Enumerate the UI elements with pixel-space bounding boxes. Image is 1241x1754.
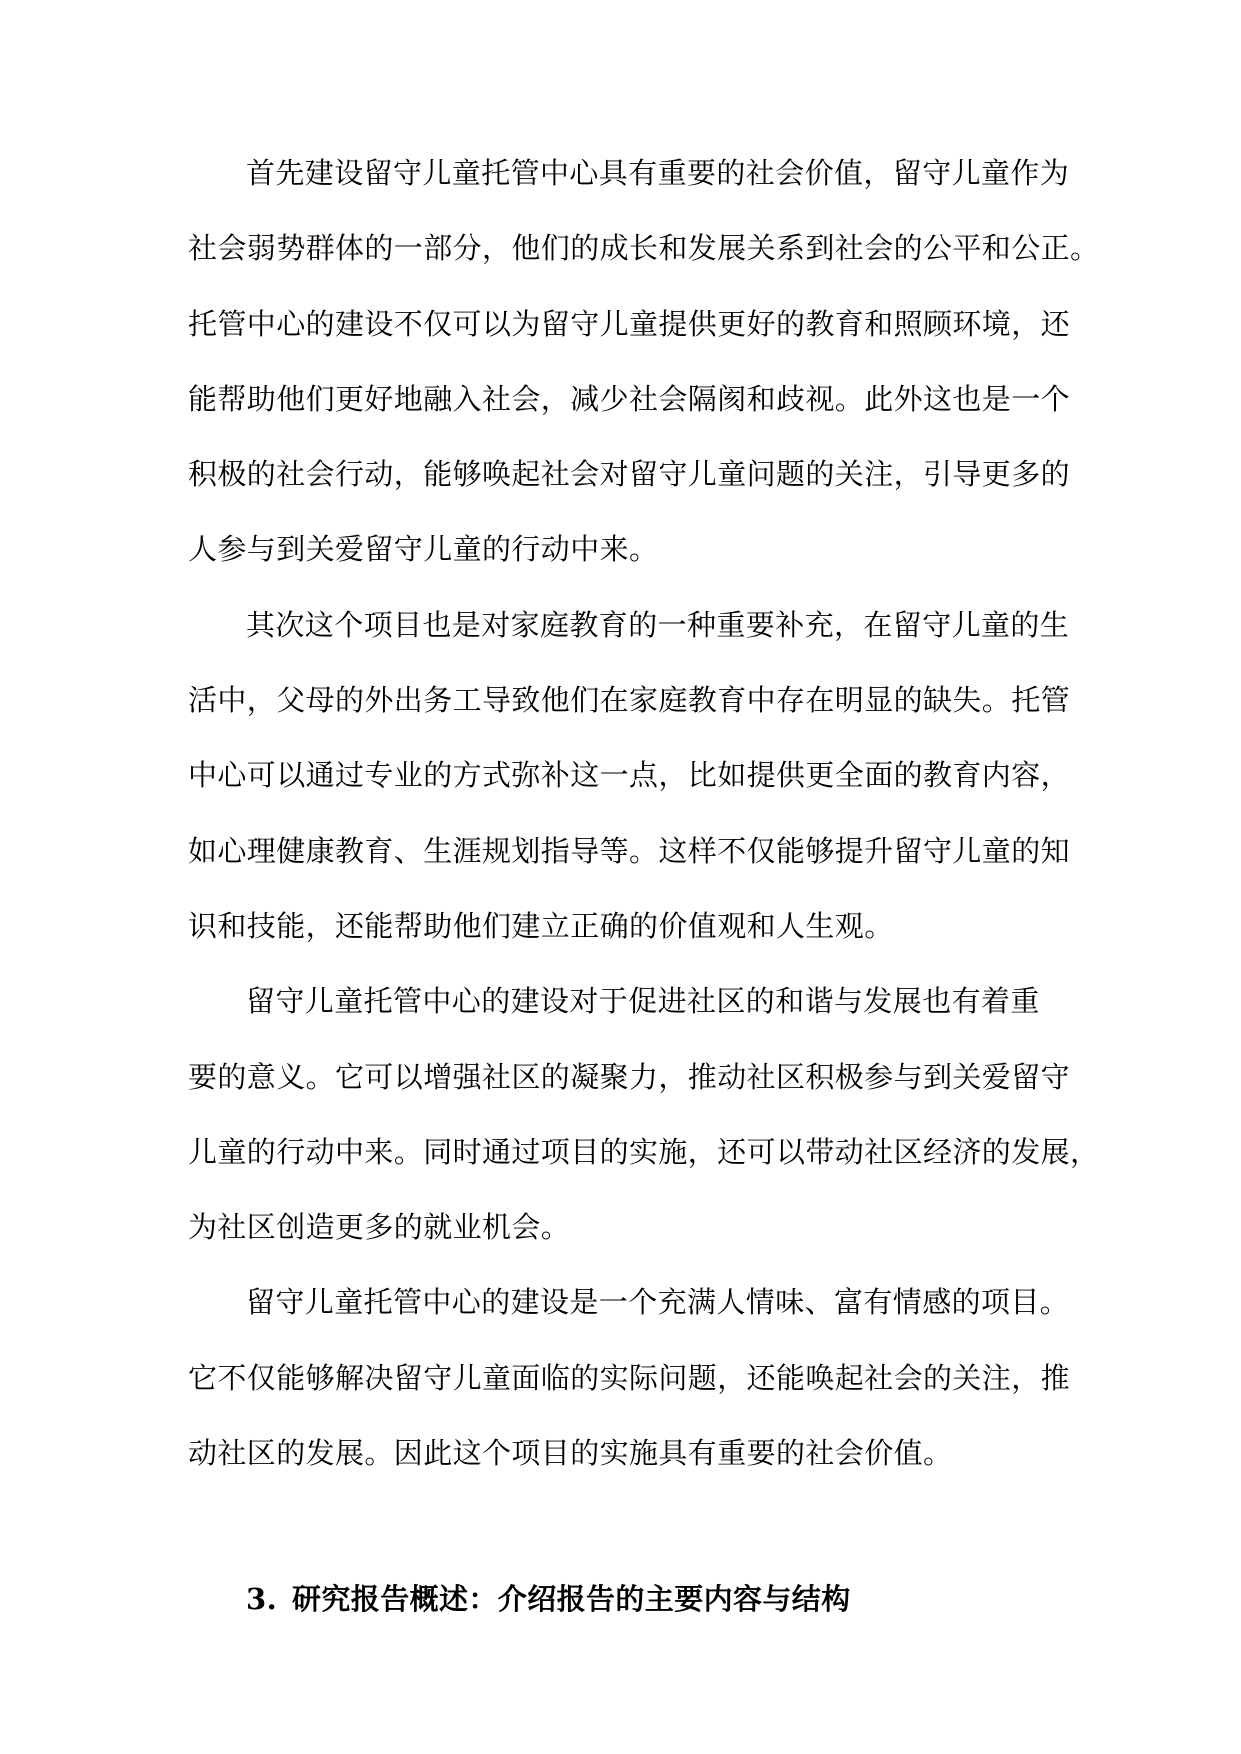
text-line: 动社区的发展。因此这个项目的实施具有重要的社会价值。	[188, 1436, 953, 1471]
text-line: 社会弱势群体的一部分，他们的成长和发展关系到社会的公平和公正。	[188, 231, 1100, 266]
paragraph-4	[188, 1265, 1148, 1491]
body-text	[188, 136, 1148, 1491]
text-line: 托管中心的建设不仅可以为留守儿童提供更好的教育和照顾环境，还	[188, 306, 1071, 341]
text-line: 儿童的行动中来。同时通过项目的实施，还可以带动社区经济的发展，	[188, 1134, 1100, 1169]
text-line: 首先建设留守儿童托管中心具有重要的社会价值，留守儿童作为	[246, 156, 1070, 190]
text-line: 它不仅能够解决留守儿童面临的实际问题，还能唤起社会的关注，推	[188, 1360, 1071, 1395]
text-line: 留守儿童托管中心的建设是一个充满人情味、富有情感的项目。	[246, 1285, 1070, 1320]
text-line: 识和技能，还能帮助他们建立正确的价值观和人生观。	[188, 908, 894, 943]
text-line: 其次这个项目也是对家庭教育的一种重要补充，在留守儿童的生	[246, 607, 1070, 642]
paragraph-3	[188, 964, 1148, 1265]
section-title: 研究报告概述：介绍报告的主要内容与结构	[292, 1582, 851, 1616]
text-line: 留守儿童托管中心的建设对于促进社区的和谐与发展也有着重	[246, 984, 1040, 1019]
text-line: 中心可以通过专业的方式弥补这一点，比如提供更全面的教育内容，	[188, 758, 1071, 793]
text-line: 人参与到关爱留守儿童的行动中来。	[188, 532, 659, 567]
text-line: 能帮助他们更好地融入社会，减少社会隔阂和歧视。此外这也是一个	[188, 381, 1071, 416]
text-line: 为社区创造更多的就业机会。	[188, 1210, 571, 1245]
paragraph-2	[188, 588, 1148, 964]
text-line: 活中，父母的外出务工导致他们在家庭教育中存在明显的缺失。托管	[188, 683, 1071, 718]
text-line: 积极的社会行动，能够唤起社会对留守儿童问题的关注，引导更多的	[188, 457, 1071, 492]
section-heading	[246, 1562, 851, 1637]
paragraph-1	[188, 136, 1148, 588]
text-line: 要的意义。它可以增强社区的凝聚力，推动社区积极参与到关爱留守	[188, 1059, 1071, 1094]
text-line: 如心理健康教育、生涯规划指导等。这样不仅能够提升留守儿童的知	[188, 833, 1071, 868]
section-number: 3.	[246, 1582, 278, 1616]
